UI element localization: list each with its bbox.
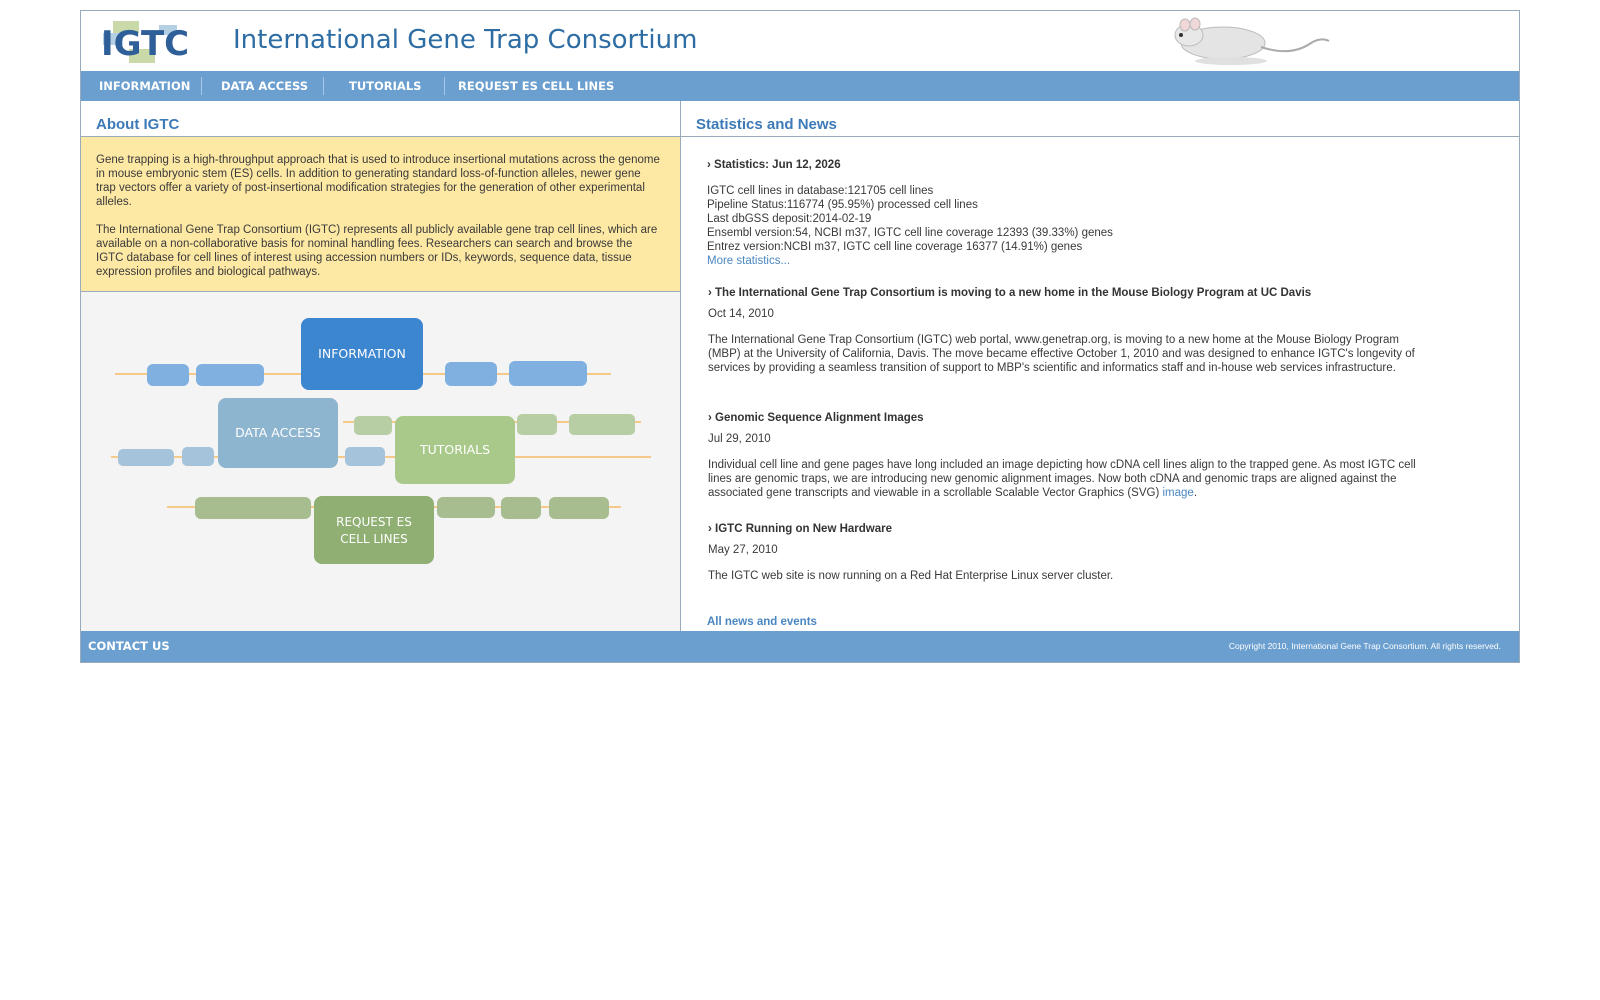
diagram-data-access-label: DATA ACCESS [235, 425, 321, 440]
nav-request-es-cell-lines[interactable]: REQUEST ES CELL LINES [458, 79, 615, 93]
header [81, 11, 1519, 71]
nav-divider [323, 77, 324, 95]
igtc-logo[interactable] [99, 19, 197, 65]
svg-image-link[interactable]: image [1162, 487, 1194, 499]
news-heading: › IGTC Running on New Hardware [708, 523, 893, 535]
nav-tutorials[interactable]: TUTORIALS [349, 79, 422, 93]
news-body: The IGTC web site is now running on a Red Hat Enterprise Linux server cluster. [708, 570, 1114, 582]
news-date: Oct 14, 2010 [708, 308, 774, 320]
footer [81, 631, 1519, 662]
stats-line: Entrez version:NCBI m37, IGTC cell line coverage 16377 (14.91%) genes [707, 241, 1083, 253]
nav-information[interactable]: INFORMATION [99, 79, 191, 93]
stats-news-column [681, 101, 1519, 631]
all-news-link[interactable]: All news and events [707, 616, 817, 628]
stats-title: Statistics and News [696, 116, 837, 133]
news-body: Individual cell line and gene pages have long included an image depicting how cDNA cell lines align to the trapped gene. As most IGTC cell lines are genomic traps, we are introducing new genomic alignment images. Now both cDNA and genomic traps are aligned against the associated gene transcripts and viewable in a scrollable Scalable Vector Graphics (SVG) [708, 459, 1416, 499]
news-heading: › Genomic Sequence Alignment Images [708, 412, 924, 424]
diagram-information-label: INFORMATION [318, 346, 406, 361]
about-title: About IGTC [96, 116, 180, 133]
news-heading: › The International Gene Trap Consortium is moving to a new home in the Mouse Biology Program at UC Davis [708, 287, 1312, 299]
copyright: Copyright 2010, International Gene Trap Consortium. All rights reserved. [1228, 641, 1501, 651]
mouse-image [1161, 13, 1331, 68]
stats-heading: › Statistics: Jun 12, 2026 [707, 159, 841, 171]
svg-text:IGTC: IGTC [101, 24, 190, 64]
about-paragraph-1: Gene trapping is a high-throughput approach that is used to introduce insertional mutations across the genome in mouse embryonic stem (ES) cells. In addition to generating standard loss-of-function alleles, newer gene trap vectors offer a variety of post-insertional modification strategies for the generation of other experimental alleles. [96, 154, 660, 208]
news-date: Jul 29, 2010 [708, 433, 771, 445]
stats-header [681, 101, 1519, 137]
diagram-request-label-1: REQUEST ES [336, 515, 412, 529]
diagram-svg [81, 292, 680, 631]
about-box [81, 137, 680, 292]
nav-divider [201, 77, 202, 95]
site-title: International Gene Trap Consortium [233, 25, 698, 55]
news-body: The International Gene Trap Consortium (IGTC) web portal, www.genetrap.org, is moving to a new home at the Mouse Biology Program (MBP) at the University of California, Davis. The move became effective October 1, 2010 and was designed to enhance IGTC's longevity of services by providing a seamless transition of support to MBP's scientific and informatics staff and in-house web services infrastructure. [708, 334, 1415, 374]
about-paragraph-2: The International Gene Trap Consortium (IGTC) represents all publicly available gene trap cell lines, which are available on a non-collaborative basis for nominal handling fees. Researchers can search and browse the IGTC database for cell lines of interest using accession numbers or IDs, keywords, sequence data, tissue expression profiles and biological pathways. [96, 224, 658, 278]
about-column [81, 101, 681, 631]
news-date: May 27, 2010 [708, 544, 778, 556]
diagram-request-es-cell-lines[interactable] [314, 496, 434, 564]
contact-us-link[interactable]: CONTACT US [88, 639, 170, 653]
navigation-diagram [81, 292, 680, 631]
stats-line: Last dbGSS deposit:2014-02-19 [707, 213, 872, 225]
diagram-request-label-2: CELL LINES [340, 532, 408, 546]
stats-line: IGTC cell lines in database:121705 cell lines [707, 185, 934, 197]
news-body-tail: . [1193, 487, 1198, 499]
main-nav [81, 71, 1519, 101]
more-statistics-link[interactable]: More statistics... [707, 255, 791, 267]
news-body-wrap [708, 458, 1433, 500]
stats-line: Pipeline Status:116774 (95.95%) processed cell lines [707, 199, 978, 211]
stats-line: Ensembl version:54, NCBI m37, IGTC cell line coverage 12393 (39.33%) genes [707, 227, 1113, 239]
diagram-tutorials-label: TUTORIALS [419, 442, 491, 457]
nav-data-access[interactable]: DATA ACCESS [221, 79, 309, 93]
page-frame [80, 10, 1520, 663]
nav-divider [444, 77, 445, 95]
about-header [81, 101, 680, 137]
